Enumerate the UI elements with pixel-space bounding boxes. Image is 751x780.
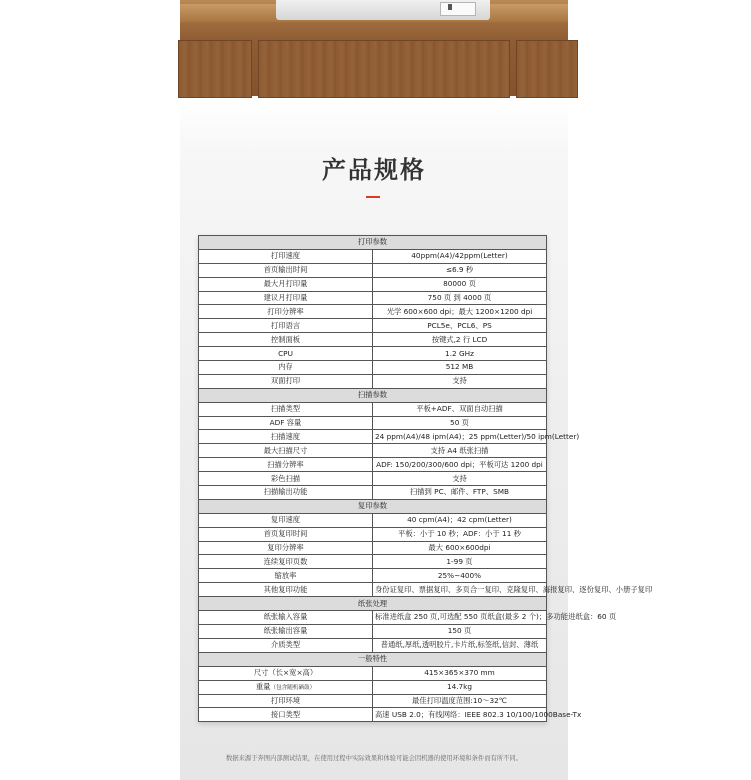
spec-label-cell: [199, 263, 373, 277]
spec-label-cell: [199, 374, 373, 388]
spec-value: 1.2 GHz: [373, 347, 547, 361]
spec-label-cell: [199, 624, 373, 638]
spec-label: 打印环境: [270, 695, 301, 705]
title-accent-bar: [366, 196, 380, 198]
spec-label-cell: [199, 708, 373, 722]
spec-value: 光学 600×600 dpi；最大 1200×1200 dpi: [373, 305, 547, 319]
spec-label-cell: [199, 430, 373, 444]
section-header-row: [199, 499, 547, 513]
spec-row: [199, 263, 547, 277]
spec-label: 扫描速度: [270, 431, 301, 441]
spec-label: 扫描分辨率: [267, 459, 304, 469]
spec-value: 150 页: [373, 624, 547, 638]
section-heading: 扫描参数: [199, 388, 547, 402]
spec-value: 扫描到 PC、邮件、FTP、SMB: [373, 486, 547, 500]
spec-row: [199, 347, 547, 361]
spec-label: 扫描输出功能: [263, 487, 308, 497]
spec-label-cell: [199, 249, 373, 263]
spec-row: [199, 305, 547, 319]
spec-label-cell: [199, 555, 373, 569]
spec-value: 身份证复印、票据复印、多页合一复印、克隆复印、海报复印、逐份复印、小册子复印: [373, 583, 547, 597]
spec-value: 25%~400%: [373, 569, 547, 583]
spec-label-cell: [199, 694, 373, 708]
spec-value: 按键式,2 行 LCD: [373, 333, 547, 347]
section-header-row: [199, 597, 547, 611]
spec-value: 80000 页: [373, 277, 547, 291]
spec-label: 扫描类型: [270, 404, 301, 414]
spec-label-cell: [199, 305, 373, 319]
spec-label: 纸张输入容量: [263, 612, 308, 622]
spec-label-cell: [199, 416, 373, 430]
spec-row: [199, 361, 547, 375]
section-heading: 一般特性: [199, 652, 547, 666]
spec-row: [199, 680, 547, 694]
spec-label: 连续复印页数: [263, 556, 308, 566]
spec-row: [199, 249, 547, 263]
section-heading: 复印参数: [199, 499, 547, 513]
spec-table: [198, 235, 653, 722]
spec-value: 平板+ADF、双面自动扫描: [373, 402, 547, 416]
spec-row: [199, 416, 547, 430]
spec-label-cell: [199, 583, 373, 597]
spec-label-cell: [199, 458, 373, 472]
spec-label-cell: [199, 319, 373, 333]
spec-value: 普通纸,厚纸,透明胶片,卡片纸,标签纸,信封、薄纸: [373, 638, 547, 652]
cabinet-door-right: [516, 40, 578, 98]
spec-label-cell: [199, 666, 373, 680]
spec-label: 介质类型: [270, 640, 301, 650]
spec-value: 415×365×370 mm: [373, 666, 547, 680]
cabinet-door-middle: [258, 40, 510, 98]
spec-label-note: （包含随机硒鼓）: [270, 684, 316, 691]
spec-value: 高速 USB 2.0；有线网络：IEEE 802.3 10/100/1000Base-Tx: [373, 708, 547, 722]
spec-label: 首页输出时间: [263, 265, 308, 275]
footnote: 数据来源于奔图内部测试结果，在使用过程中实际效果和体验可能会因机器的使用环境和条件而有所不同。: [226, 755, 522, 762]
section-heading: 纸张处理: [199, 597, 547, 611]
spec-value: 40 cpm(A4)；42 cpm(Letter): [373, 513, 547, 527]
spec-label: 内存: [278, 362, 293, 372]
spec-label-cell: [199, 541, 373, 555]
spec-value: 14.7kg: [373, 680, 547, 694]
spec-row: [199, 666, 547, 680]
spec-value: 支持: [373, 374, 547, 388]
product-photo: [180, 0, 568, 96]
spec-row: [199, 444, 547, 458]
spec-label-cell: [199, 333, 373, 347]
spec-label-cell: [199, 361, 373, 375]
spec-row: [199, 569, 547, 583]
spec-row: [199, 402, 547, 416]
spec-value: 1-99 页: [373, 555, 547, 569]
spec-label: 复印分辨率: [267, 543, 304, 553]
spec-label: 其他复印功能: [263, 584, 308, 594]
spec-row: [199, 486, 547, 500]
spec-value: 最大 600×600dpi: [373, 541, 547, 555]
spec-label-cell: [199, 611, 373, 625]
spec-label-cell: [199, 347, 373, 361]
spec-row: [199, 638, 547, 652]
spec-value: 24 ppm(A4)/48 ipm(A4)；25 ppm(Letter)/50 ipm(Letter): [373, 430, 547, 444]
spec-value: 支持: [373, 472, 547, 486]
spec-value: 50 页: [373, 416, 547, 430]
spec-row: [199, 527, 547, 541]
spec-label-cell: [199, 680, 373, 694]
spec-row: [199, 333, 547, 347]
cabinet-door-left: [178, 40, 252, 98]
spec-row: [199, 458, 547, 472]
spec-value: 标准进纸盒 250 页,可选配 550 页纸盒(最多 2 个)；多功能进纸盒：60 页: [373, 611, 547, 625]
spec-label-cell: [199, 444, 373, 458]
spec-label: CPU: [278, 348, 293, 358]
printer-output-slot: [440, 2, 476, 16]
spec-value: 512 MB: [373, 361, 547, 375]
spec-row: [199, 555, 547, 569]
spec-row: [199, 541, 547, 555]
spec-label-cell: [199, 472, 373, 486]
spec-row: [199, 583, 547, 597]
spec-label: ADF 容量: [269, 418, 302, 428]
spec-value: 750 页 到 4000 页: [373, 291, 547, 305]
spec-value: 40ppm(A4)/42ppm(Letter): [373, 249, 547, 263]
spec-row: [199, 611, 547, 625]
spec-row: [199, 430, 547, 444]
spec-label: 控制面板: [270, 334, 301, 344]
spec-label: 纸张输出容量: [263, 626, 308, 636]
spec-label: 尺寸（长×宽×高）: [253, 668, 318, 678]
spec-label-cell: [199, 402, 373, 416]
spec-label: 首页复印时间: [263, 529, 308, 539]
spec-row: [199, 708, 547, 722]
spec-row: [199, 319, 547, 333]
section-heading: 打印参数: [199, 236, 547, 250]
section-header-row: [199, 652, 547, 666]
spec-label-cell: [199, 486, 373, 500]
spec-row: [199, 624, 547, 638]
spec-row: [199, 694, 547, 708]
spec-label: 建议月打印量: [263, 293, 308, 302]
spec-row: [199, 374, 547, 388]
spec-label: 双面打印: [270, 376, 301, 386]
spec-label: 最大扫描尺寸: [263, 445, 308, 455]
spec-label: 重量: [255, 681, 271, 691]
spec-label: 缩放率: [274, 570, 297, 580]
spec-label-cell: [199, 291, 373, 305]
spec-value: ADF: 150/200/300/600 dpi；平板可达 1200 dpi: [373, 458, 547, 472]
spec-label: 复印速度: [270, 515, 301, 525]
spec-label: 打印语言: [270, 320, 301, 330]
spec-value: 最佳打印温度范围:10～32℃: [373, 694, 547, 708]
spec-row: [199, 291, 547, 305]
spec-value: 平板：小于 10 秒；ADF：小于 11 秒: [373, 527, 547, 541]
spec-row: [199, 472, 547, 486]
spec-row: [199, 513, 547, 527]
spec-label: 打印分辨率: [267, 306, 304, 316]
spec-label: 彩色扫描: [270, 473, 301, 483]
page-title: 产品规格: [322, 156, 426, 184]
spec-value: PCL5e、PCL6、PS: [373, 319, 547, 333]
printer-button: [448, 4, 452, 10]
spec-table-body: [199, 236, 653, 722]
spec-value: ≤6.9 秒: [373, 263, 547, 277]
spec-label-cell: [199, 277, 373, 291]
spec-label: 接口类型: [270, 709, 301, 719]
spec-label: 打印速度: [270, 251, 301, 261]
spec-label-cell: [199, 638, 373, 652]
section-header-row: [199, 388, 547, 402]
spec-label-cell: [199, 569, 373, 583]
spec-value: 支持 A4 纸张扫描: [373, 444, 547, 458]
spec-label: 最大月打印量: [263, 279, 308, 289]
spec-label-cell: [199, 527, 373, 541]
section-header-row: [199, 236, 547, 250]
spec-label-cell: [199, 513, 373, 527]
spec-row: [199, 277, 547, 291]
